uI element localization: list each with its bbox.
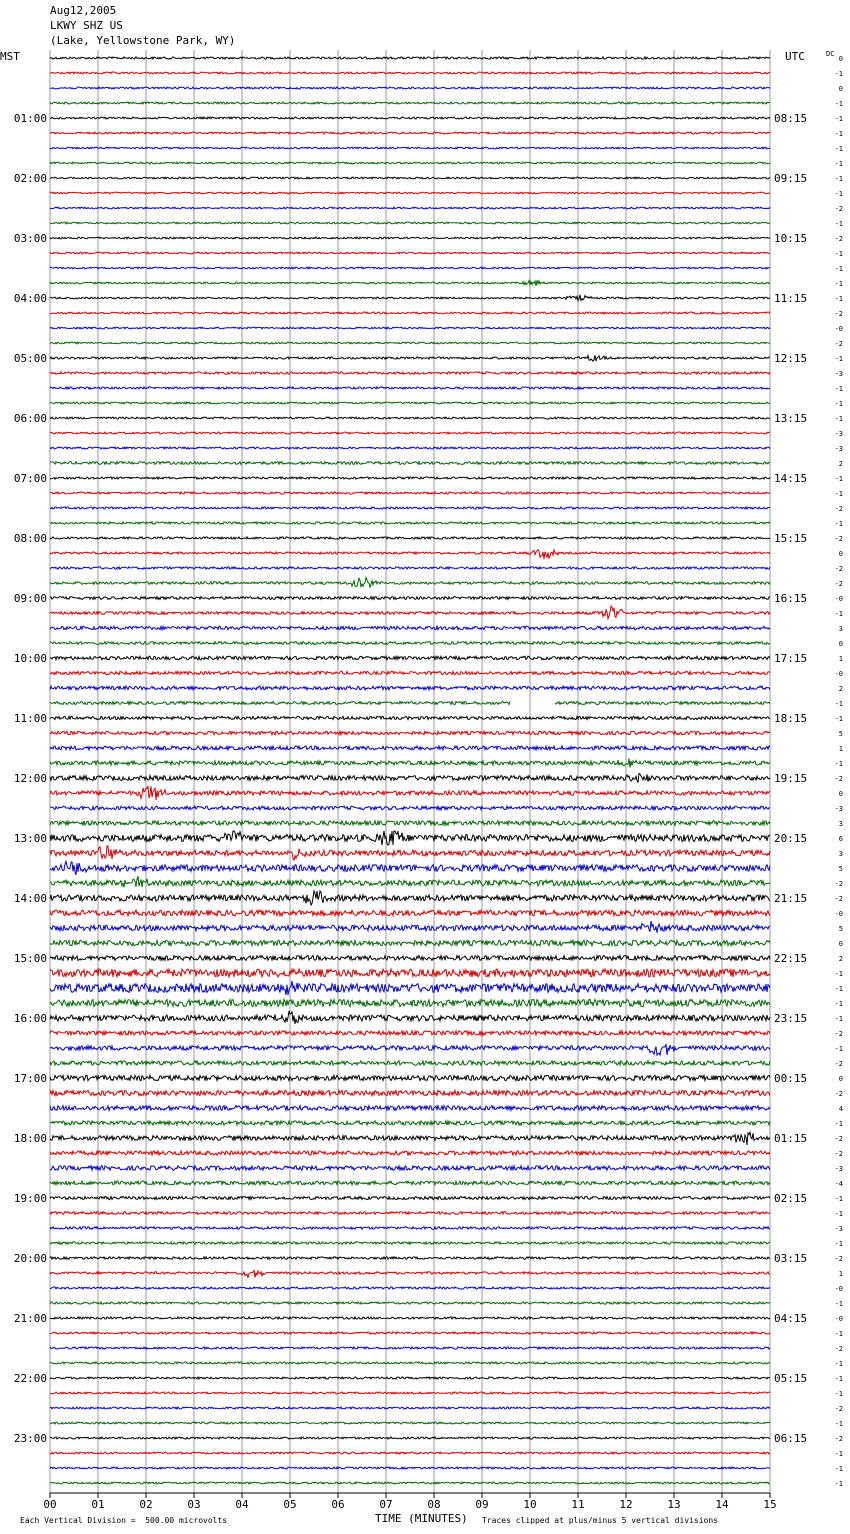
dc-offset-label: -2 <box>834 775 843 783</box>
right-hour-label: 13:15 <box>774 412 808 425</box>
seismic-trace <box>50 522 770 524</box>
dc-offset-label: -1 <box>834 145 843 153</box>
left-hour-label: 01:00 <box>13 112 47 125</box>
right-hour-label: 17:15 <box>774 652 808 665</box>
dc-offset-label: -1 <box>834 130 843 138</box>
seismic-trace <box>50 1166 770 1170</box>
seismic-trace <box>50 806 770 810</box>
seismic-trace <box>50 910 770 916</box>
x-tick-label: 05 <box>283 1498 297 1511</box>
right-hour-label: 03:15 <box>774 1252 808 1265</box>
seismic-trace <box>50 671 770 674</box>
dc-offset-label: -2 <box>834 235 843 243</box>
left-hour-label: 21:00 <box>13 1312 47 1325</box>
left-hour-label: 05:00 <box>13 352 47 365</box>
seismic-trace <box>50 387 770 389</box>
dc-offset-label: -1 <box>834 1450 843 1458</box>
right-hour-label: 16:15 <box>774 592 808 605</box>
seismic-trace <box>50 1407 770 1409</box>
dc-offset-label: -4 <box>834 1180 843 1188</box>
seismic-trace <box>50 462 770 465</box>
right-hour-label: 11:15 <box>774 292 808 305</box>
dc-offset-label: -1 <box>834 985 843 993</box>
seismic-trace <box>50 567 770 569</box>
dc-offset-label: 0 <box>838 85 843 93</box>
right-hour-label: 04:15 <box>774 1312 808 1325</box>
seismic-trace <box>50 1437 770 1439</box>
left-hour-label: 16:00 <box>13 1012 47 1025</box>
seismic-trace <box>50 656 770 660</box>
seismic-trace <box>50 1011 770 1024</box>
seismic-trace <box>50 507 770 509</box>
dc-offset-label: -0 <box>834 910 843 918</box>
dc-offset-label: -1 <box>834 1045 843 1053</box>
right-hour-label: 08:15 <box>774 112 808 125</box>
dc-offset-label: -1 <box>834 175 843 183</box>
right-hour-label: 12:15 <box>774 352 808 365</box>
dc-offset-label: 6 <box>838 835 843 843</box>
right-hour-label: 15:15 <box>774 532 808 545</box>
dc-offset-label: -0 <box>834 1285 843 1293</box>
right-timezone-label: UTC <box>785 50 805 63</box>
dc-offset-label: 1 <box>838 655 843 663</box>
seismic-trace <box>50 786 770 800</box>
dc-offset-label: -2 <box>834 505 843 513</box>
dc-offset-label: -2 <box>834 310 843 318</box>
seismic-trace <box>50 72 770 74</box>
dc-offset-label: -1 <box>834 1375 843 1383</box>
x-tick-label: 12 <box>619 1498 633 1511</box>
seismic-trace <box>50 921 770 933</box>
left-hour-label: 03:00 <box>13 232 47 245</box>
right-hour-label: 10:15 <box>774 232 808 245</box>
seismic-trace <box>50 537 770 539</box>
x-tick-label: 06 <box>331 1498 345 1511</box>
seismic-trace <box>50 252 770 254</box>
x-tick-label: 08 <box>427 1498 441 1511</box>
dc-offset-label: -3 <box>834 430 843 438</box>
dc-offset-label: -1 <box>834 1420 843 1428</box>
seismic-trace <box>50 1075 770 1080</box>
dc-offset-label: 2 <box>838 955 843 963</box>
dc-offset-label: -1 <box>834 265 843 273</box>
dc-offset-label: -1 <box>834 280 843 288</box>
seismic-trace <box>50 312 770 314</box>
right-hour-label: 21:15 <box>774 892 808 905</box>
dc-offset-label: 3 <box>838 820 843 828</box>
dc-offset-label: -2 <box>834 1030 843 1038</box>
dc-offset-label: -3 <box>834 370 843 378</box>
seismic-trace <box>50 87 770 89</box>
x-tick-label: 09 <box>475 1498 489 1511</box>
dc-offset-label: -1 <box>834 250 843 258</box>
dc-offset-label: -1 <box>834 1195 843 1203</box>
dc-offset-label: -1 <box>834 1330 843 1338</box>
seismic-trace <box>50 1422 770 1424</box>
seismic-trace <box>50 1121 770 1125</box>
dc-offset-label: -2 <box>834 1135 843 1143</box>
seismic-trace <box>50 956 770 961</box>
left-hour-label: 12:00 <box>13 772 47 785</box>
seismic-trace <box>50 402 770 404</box>
x-tick-label: 10 <box>523 1498 537 1511</box>
seismic-trace <box>50 1377 770 1379</box>
left-hour-label: 08:00 <box>13 532 47 545</box>
right-hour-label: 18:15 <box>774 712 808 725</box>
dc-offset-label: 4 <box>838 1105 843 1113</box>
seismic-trace <box>50 1197 770 1200</box>
dc-offset-label: -1 <box>834 220 843 228</box>
seismic-trace <box>50 1257 770 1259</box>
seismic-trace <box>50 267 770 269</box>
dc-offset-label: -2 <box>834 1345 843 1353</box>
dc-offset-label: -1 <box>834 1360 843 1368</box>
x-tick-label: 13 <box>667 1498 681 1511</box>
dc-offset-label: -3 <box>834 445 843 453</box>
dc-offset-label: 3 <box>838 625 843 633</box>
x-tick-label: 04 <box>235 1498 249 1511</box>
right-hour-label: 02:15 <box>774 1192 808 1205</box>
dc-offset-label: -1 <box>834 1000 843 1008</box>
x-tick-label: 15 <box>763 1498 777 1511</box>
seismic-trace <box>50 1181 770 1185</box>
seismic-trace <box>50 746 770 750</box>
seismic-trace <box>50 102 770 104</box>
dc-offset-label: -1 <box>834 760 843 768</box>
dc-offset-label: -0 <box>834 1315 843 1323</box>
seismic-trace <box>50 731 770 735</box>
seismic-trace <box>50 550 770 560</box>
seismic-trace <box>50 117 770 119</box>
right-hour-label: 22:15 <box>774 952 808 965</box>
seismic-trace <box>50 1242 770 1244</box>
left-timezone-label: MST <box>0 50 20 63</box>
dc-offset-label: -2 <box>834 1060 843 1068</box>
dc-offset-label: 5 <box>838 730 843 738</box>
seismic-trace <box>50 626 770 630</box>
dc-offset-label: 3 <box>838 850 843 858</box>
dc-offset-label: 0 <box>838 790 843 798</box>
dc-offset-label: 2 <box>838 685 843 693</box>
dc-offset-label: -1 <box>834 415 843 423</box>
seismic-trace <box>50 597 770 600</box>
seismic-trace <box>50 132 770 134</box>
seismic-trace <box>50 355 770 361</box>
seismic-trace <box>50 295 770 301</box>
seismic-trace <box>50 207 770 209</box>
x-tick-label: 07 <box>379 1498 393 1511</box>
dc-offset-label: -1 <box>834 295 843 303</box>
dc-offset-label: -2 <box>834 1150 843 1158</box>
right-hour-label: 00:15 <box>774 1072 808 1085</box>
seismic-trace <box>50 1227 770 1230</box>
right-hour-label: 20:15 <box>774 832 808 845</box>
x-axis-title: TIME (MINUTES) <box>375 1512 468 1525</box>
dc-offset-label: -1 <box>834 970 843 978</box>
dc-offset-label: -1 <box>834 700 843 708</box>
dc-offset-label: -1 <box>834 115 843 123</box>
dc-offset-label: -2 <box>834 205 843 213</box>
dc-offset-label: -0 <box>834 670 843 678</box>
dc-offset-label: -1 <box>834 400 843 408</box>
seismic-trace <box>50 831 770 845</box>
dc-offset-label: -1 <box>834 1015 843 1023</box>
dc-offset-label: 5 <box>838 925 843 933</box>
right-hour-label: 19:15 <box>774 772 808 785</box>
dc-offset-label: -2 <box>834 1405 843 1413</box>
seismic-trace <box>50 1392 770 1394</box>
dc-offset-label: -1 <box>834 1480 843 1488</box>
dc-offset-label: -2 <box>834 565 843 573</box>
seismic-trace <box>50 686 770 690</box>
header-station: LKWY SHZ US <box>50 19 123 32</box>
seismic-trace <box>50 342 770 344</box>
seismic-trace <box>50 1482 770 1484</box>
dc-offset-label: -1 <box>834 385 843 393</box>
seismic-trace <box>50 237 770 239</box>
seismic-trace <box>50 192 770 194</box>
seismic-trace <box>50 57 770 59</box>
dc-offset-label: 0 <box>838 550 843 558</box>
seismic-trace <box>50 477 770 479</box>
dc-offset-label: -3 <box>834 1165 843 1173</box>
right-hour-label: 01:15 <box>774 1132 808 1145</box>
seismic-trace <box>50 1044 770 1055</box>
dc-offset-label: -1 <box>834 520 843 528</box>
x-tick-label: 14 <box>715 1498 729 1511</box>
dc-offset-label: -1 <box>834 1120 843 1128</box>
seismic-trace <box>50 1362 770 1364</box>
left-hour-label: 13:00 <box>13 832 47 845</box>
seismic-trace <box>50 774 770 783</box>
dc-offset-label: -1 <box>834 160 843 168</box>
dc-offset-label: -2 <box>834 1255 843 1263</box>
dc-offset-label: 2 <box>838 460 843 468</box>
dc-offset-label: 0 <box>838 640 843 648</box>
seismic-trace <box>50 702 770 705</box>
dc-header-label: DC <box>826 50 835 58</box>
seismic-trace <box>50 891 770 905</box>
x-tick-label: 02 <box>139 1498 153 1511</box>
seismic-trace <box>50 1106 770 1111</box>
left-hour-label: 02:00 <box>13 172 47 185</box>
dc-offset-label: -0 <box>834 325 843 333</box>
clip-footnote: Traces clipped at plus/minus 5 vertical divisions <box>482 1516 719 1525</box>
x-tick-label: 03 <box>187 1498 201 1511</box>
right-hour-label: 09:15 <box>774 172 808 185</box>
dc-offset-label: -3 <box>834 805 843 813</box>
seismic-trace <box>50 432 770 434</box>
seismic-trace <box>50 1287 770 1289</box>
dc-offset-label: -1 <box>834 70 843 78</box>
left-hour-label: 17:00 <box>13 1072 47 1085</box>
left-hour-label: 15:00 <box>13 952 47 965</box>
seismic-trace <box>50 1347 770 1349</box>
dc-offset-label: 1 <box>838 1270 843 1278</box>
seismic-trace <box>50 222 770 224</box>
seismic-trace <box>50 177 770 179</box>
seismic-trace <box>50 1151 770 1155</box>
scale-footnote: Each Vertical Division = 500.00 microvolts <box>20 1516 228 1525</box>
dc-offset-label: -1 <box>834 1465 843 1473</box>
seismic-trace <box>50 846 770 860</box>
dc-offset-label: -2 <box>834 1435 843 1443</box>
seismic-trace <box>50 940 770 945</box>
dc-offset-label: -1 <box>834 1240 843 1248</box>
dc-offset-label: -1 <box>834 1300 843 1308</box>
right-hour-label: 14:15 <box>774 472 808 485</box>
seismic-trace <box>50 861 770 875</box>
right-hour-label: 23:15 <box>774 1012 808 1025</box>
seismic-trace <box>50 162 770 164</box>
dc-offset-label: -1 <box>834 715 843 723</box>
x-tick-label: 11 <box>571 1498 585 1511</box>
left-hour-label: 20:00 <box>13 1252 47 1265</box>
right-hour-label: 06:15 <box>774 1432 808 1445</box>
seismic-trace <box>50 1317 770 1319</box>
seismic-trace <box>50 447 770 449</box>
seismic-trace <box>50 372 770 374</box>
dc-offset-label: 0 <box>838 940 843 948</box>
right-hour-label: 05:15 <box>774 1372 808 1385</box>
dc-offset-label: 0 <box>838 55 843 63</box>
seismic-trace <box>50 280 770 286</box>
dc-offset-label: -1 <box>834 100 843 108</box>
seismic-trace <box>50 1271 770 1278</box>
dc-offset-label: -1 <box>834 490 843 498</box>
seismic-trace <box>50 1031 770 1035</box>
dc-offset-label: -3 <box>834 1225 843 1233</box>
minute-grid <box>50 50 770 1493</box>
dc-offset-label: -1 <box>834 355 843 363</box>
left-hour-label: 09:00 <box>13 592 47 605</box>
seismogram-traces <box>50 57 770 1484</box>
seismic-trace <box>50 876 770 887</box>
dc-offset-label: -2 <box>834 580 843 588</box>
left-hour-label: 18:00 <box>13 1132 47 1145</box>
dc-offset-label: 0 <box>838 1075 843 1083</box>
left-hour-label: 04:00 <box>13 292 47 305</box>
seismic-trace <box>50 642 770 645</box>
seismic-trace <box>50 147 770 149</box>
left-hour-label: 07:00 <box>13 472 47 485</box>
dc-offset-label: -2 <box>834 880 843 888</box>
seismic-trace <box>50 1302 770 1304</box>
seismic-trace <box>50 1467 770 1469</box>
seismic-trace <box>50 1061 770 1065</box>
seismic-trace <box>50 606 770 619</box>
seismic-trace <box>50 492 770 494</box>
seismic-trace <box>50 1332 770 1334</box>
dc-offset-label: -2 <box>834 340 843 348</box>
seismic-trace <box>50 327 770 329</box>
x-tick-label: 01 <box>91 1498 105 1511</box>
seismic-trace <box>50 417 770 419</box>
header-date: Aug12,2005 <box>50 4 117 17</box>
seismic-trace <box>50 969 770 977</box>
seismic-trace <box>50 1090 770 1095</box>
header-location: (Lake, Yellowstone Park, WY) <box>50 34 236 47</box>
dc-offset-label: -1 <box>834 475 843 483</box>
x-tick-label: 00 <box>43 1498 57 1511</box>
dc-offset-label: -2 <box>834 895 843 903</box>
seismic-trace <box>50 716 770 719</box>
left-hour-label: 22:00 <box>13 1372 47 1385</box>
dc-offset-label: -1 <box>834 610 843 618</box>
seismic-trace <box>50 1452 770 1454</box>
dc-offset-label: -1 <box>834 1210 843 1218</box>
seismic-trace <box>50 999 770 1006</box>
seismic-trace <box>50 1212 770 1215</box>
dc-offset-label: -1 <box>834 190 843 198</box>
left-hour-label: 14:00 <box>13 892 47 905</box>
dc-offset-label: 1 <box>838 745 843 753</box>
seismic-trace <box>50 759 770 768</box>
dc-offset-label: 5 <box>838 865 843 873</box>
left-hour-label: 06:00 <box>13 412 47 425</box>
seismic-trace <box>50 578 770 588</box>
seismic-trace <box>50 821 770 825</box>
dc-offset-label: -2 <box>834 1090 843 1098</box>
dc-offset-label: -0 <box>834 595 843 603</box>
seismic-trace <box>50 1132 770 1145</box>
left-hour-label: 10:00 <box>13 652 47 665</box>
dc-offset-label: -1 <box>834 1390 843 1398</box>
dc-offset-label: -2 <box>834 535 843 543</box>
left-hour-label: 19:00 <box>13 1192 47 1205</box>
left-hour-label: 23:00 <box>13 1432 47 1445</box>
left-hour-label: 11:00 <box>13 712 47 725</box>
seismic-trace <box>50 981 770 995</box>
